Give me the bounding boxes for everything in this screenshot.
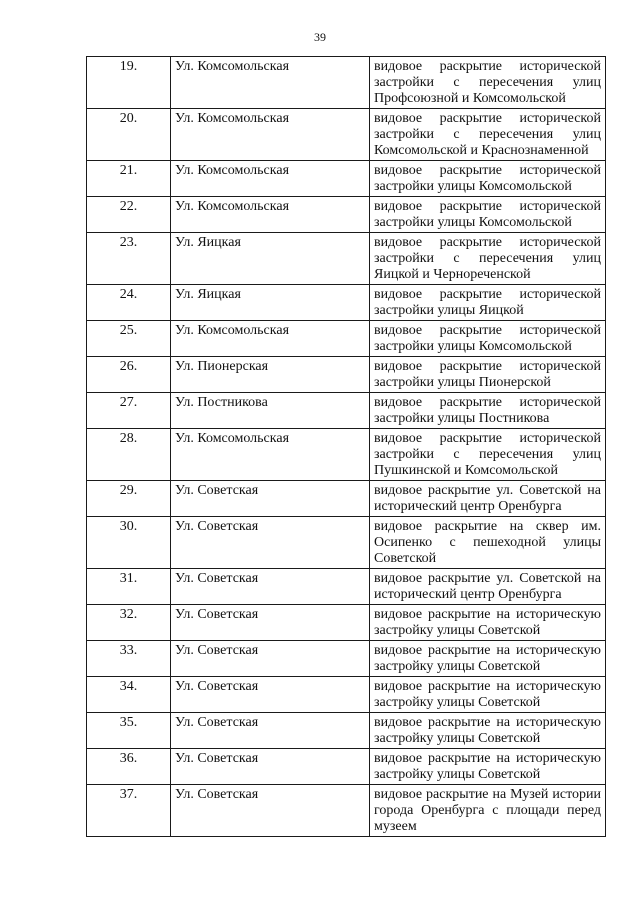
row-street: Ул. Пионерская	[171, 357, 370, 393]
row-description: видовое раскрытие на Музей истории города Оренбурга с площади перед музеем	[370, 785, 606, 837]
page-number: 39	[314, 30, 326, 44]
row-description: видовое раскрытие исторической застройки с пересечения улиц Комсомольской и Краснознаменной	[370, 109, 606, 161]
row-street: Ул. Советская	[171, 749, 370, 785]
table-row	[87, 57, 606, 109]
viewpoints-table	[86, 56, 606, 837]
row-number: 29.	[87, 481, 171, 517]
row-street: Ул. Яицкая	[171, 233, 370, 285]
row-number: 36.	[87, 749, 171, 785]
table-row	[87, 785, 606, 837]
table-row	[87, 749, 606, 785]
table-row	[87, 569, 606, 605]
row-description: видовое раскрытие исторической застройки улицы Пионерской	[370, 357, 606, 393]
row-street: Ул. Советская	[171, 785, 370, 837]
row-number: 19.	[87, 57, 171, 109]
table-row	[87, 109, 606, 161]
row-street: Ул. Советская	[171, 605, 370, 641]
row-number: 31.	[87, 569, 171, 605]
row-description: видовое раскрытие исторической застройки улицы Комсомольской	[370, 321, 606, 357]
row-description: видовое раскрытие на историческую застройку улицы Советской	[370, 605, 606, 641]
row-description: видовое раскрытие на сквер им. Осипенко с пешеходной улицы Советской	[370, 517, 606, 569]
row-number: 37.	[87, 785, 171, 837]
row-number: 24.	[87, 285, 171, 321]
table-row	[87, 285, 606, 321]
table-row	[87, 517, 606, 569]
row-number: 27.	[87, 393, 171, 429]
table-row	[87, 321, 606, 357]
table-row	[87, 233, 606, 285]
row-street: Ул. Комсомольская	[171, 197, 370, 233]
row-description: видовое раскрытие на историческую застройку улицы Советской	[370, 713, 606, 749]
row-description: видовое раскрытие на историческую застройку улицы Советской	[370, 677, 606, 713]
table-row	[87, 429, 606, 481]
row-number: 32.	[87, 605, 171, 641]
row-street: Ул. Советская	[171, 713, 370, 749]
row-description: видовое раскрытие исторической застройки улицы Комсомольской	[370, 161, 606, 197]
row-street: Ул. Яицкая	[171, 285, 370, 321]
row-number: 33.	[87, 641, 171, 677]
table-row	[87, 197, 606, 233]
table-row	[87, 393, 606, 429]
row-number: 26.	[87, 357, 171, 393]
row-street: Ул. Советская	[171, 517, 370, 569]
row-description: видовое раскрытие исторической застройки улицы Яицкой	[370, 285, 606, 321]
row-number: 25.	[87, 321, 171, 357]
row-street: Ул. Советская	[171, 569, 370, 605]
row-number: 34.	[87, 677, 171, 713]
row-street: Ул. Советская	[171, 481, 370, 517]
row-description: видовое раскрытие на историческую застройку улицы Советской	[370, 749, 606, 785]
row-number: 20.	[87, 109, 171, 161]
row-street: Ул. Комсомольская	[171, 321, 370, 357]
row-number: 23.	[87, 233, 171, 285]
row-street: Ул. Комсомольская	[171, 109, 370, 161]
table-row	[87, 713, 606, 749]
row-street: Ул. Постникова	[171, 393, 370, 429]
row-number: 22.	[87, 197, 171, 233]
row-street: Ул. Советская	[171, 677, 370, 713]
table-row	[87, 677, 606, 713]
row-description: видовое раскрытие исторической застройки с пересечения улиц Яицкой и Чернореченской	[370, 233, 606, 285]
row-description: видовое раскрытие на историческую застройку улицы Советской	[370, 641, 606, 677]
table-row	[87, 641, 606, 677]
row-number: 35.	[87, 713, 171, 749]
row-street: Ул. Комсомольская	[171, 161, 370, 197]
row-description: видовое раскрытие исторической застройки улицы Комсомольской	[370, 197, 606, 233]
table-row	[87, 605, 606, 641]
row-number: 30.	[87, 517, 171, 569]
row-description: видовое раскрытие ул. Советской на исторический центр Оренбурга	[370, 481, 606, 517]
row-description: видовое раскрытие исторической застройки с пересечения улиц Профсоюзной и Комсомольской	[370, 57, 606, 109]
row-description: видовое раскрытие ул. Советской на исторический центр Оренбурга	[370, 569, 606, 605]
table-row	[87, 481, 606, 517]
row-street: Ул. Комсомольская	[171, 429, 370, 481]
table-row	[87, 161, 606, 197]
row-description: видовое раскрытие исторической застройки с пересечения улиц Пушкинской и Комсомольской	[370, 429, 606, 481]
row-street: Ул. Советская	[171, 641, 370, 677]
row-street: Ул. Комсомольская	[171, 57, 370, 109]
row-number: 28.	[87, 429, 171, 481]
row-number: 21.	[87, 161, 171, 197]
table-row	[87, 357, 606, 393]
row-description: видовое раскрытие исторической застройки улицы Постникова	[370, 393, 606, 429]
